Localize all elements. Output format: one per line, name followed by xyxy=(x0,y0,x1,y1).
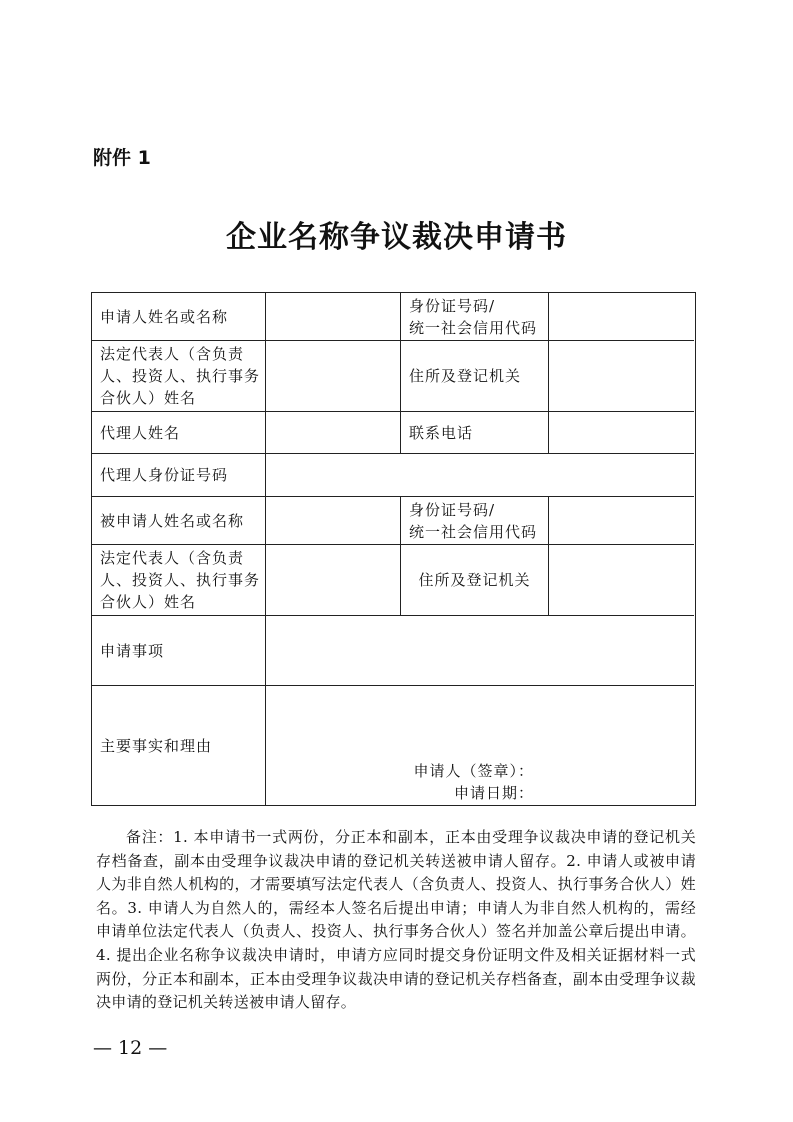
respondent-id-code-label-line: 身份证号码/ xyxy=(409,500,496,519)
request-items-label xyxy=(92,616,265,685)
phone-label-text: 联系电话 xyxy=(409,423,474,442)
id-code-label-line: 身份证号码/ xyxy=(409,296,496,315)
respondent-id-code-label xyxy=(401,497,548,544)
legal-rep-label xyxy=(92,341,265,411)
address-field[interactable] xyxy=(549,341,694,411)
applicant-name-field[interactable] xyxy=(266,293,400,340)
respondent-address-field[interactable] xyxy=(549,545,694,615)
application-form-table xyxy=(91,292,696,806)
attachment-label: 附件 1 xyxy=(93,147,151,169)
respondent-name-text: 被申请人姓名或名称 xyxy=(100,511,245,530)
phone-label xyxy=(401,412,548,453)
date-label: 申请日期： xyxy=(453,784,534,802)
address-label xyxy=(401,341,548,411)
facts-text: 主要事实和理由 xyxy=(100,736,213,755)
remarks-note: 备注：1. 本申请书一式两份，分正本和副本，正本由受理争议裁决申请的登记机关存档备查，副本由受理争议裁决申请的登记机关转送被申请人留存。2. 申请人或被申请人为非自然人机构的，才需要填写法定代表人（含负责人、投资人、执行事务合伙人）姓名。3. 申请人为自然人的，需经本人签名后提出申请；申请人为非自然人机构的，需经申请单位法定代表人（负责人、投资人、执行事务合伙人）签名并加盖公章后提出申请。4. 提出企业名称争议裁决申请时，申请方应同时提交身份证明文件及相关证据材料一式两份，分正本和副本，正本由受理争议裁决申请的登记机关存档备查，副本由受理争议裁决申请的登记机关转送被申请人留存。 xyxy=(96,828,696,1012)
agent-id-text: 代理人身份证号码 xyxy=(100,466,229,484)
applicant-name-text: 申请人姓名或名称 xyxy=(100,307,229,326)
respondent-legal-rep-label-line: 法定代表人（含负责 xyxy=(100,549,245,567)
phone-field[interactable] xyxy=(549,412,694,453)
id-code-label xyxy=(401,293,548,340)
respondent-address-label xyxy=(401,545,548,615)
facts-label xyxy=(92,686,265,805)
agent-id-label xyxy=(92,454,265,496)
respondent-id-field[interactable] xyxy=(549,497,694,544)
agent-id-field[interactable] xyxy=(266,454,694,496)
applicant-name-label xyxy=(92,293,265,340)
address-label-text: 住所及登记机关 xyxy=(409,367,522,385)
respondent-name-field[interactable] xyxy=(266,497,400,544)
respondent-legal-rep-label-line: 人、投资人、执行事务 xyxy=(100,571,261,589)
applicant-id-field[interactable] xyxy=(549,293,694,340)
legal-rep-label-line: 合伙人）姓名 xyxy=(100,389,197,407)
respondent-name-label xyxy=(92,497,265,544)
respondent-legal-rep-field[interactable] xyxy=(266,545,400,615)
respondent-legal-rep-label-line: 合伙人）姓名 xyxy=(100,593,197,611)
agent-name-text: 代理人姓名 xyxy=(100,423,181,442)
respondent-legal-rep-label xyxy=(92,545,265,615)
legal-rep-label-line: 人、投资人、执行事务 xyxy=(100,367,261,385)
request-items-text: 申请事项 xyxy=(100,641,165,660)
page-title: 企业名称争议裁决申请书 xyxy=(226,220,567,255)
agent-name-label xyxy=(92,412,265,453)
respondent-address-text: 住所及登记机关 xyxy=(418,571,531,589)
page-number: — 12 — xyxy=(93,1037,168,1059)
legal-rep-field[interactable] xyxy=(266,341,400,411)
id-code-label-line: 统一社会信用代码 xyxy=(409,318,538,337)
request-items-field[interactable] xyxy=(266,616,694,685)
legal-rep-label-line: 法定代表人（含负责 xyxy=(100,345,245,363)
signature-label: 申请人（签章）： xyxy=(413,762,534,780)
respondent-id-code-label-line: 统一社会信用代码 xyxy=(409,522,538,541)
agent-name-field[interactable] xyxy=(266,412,400,453)
